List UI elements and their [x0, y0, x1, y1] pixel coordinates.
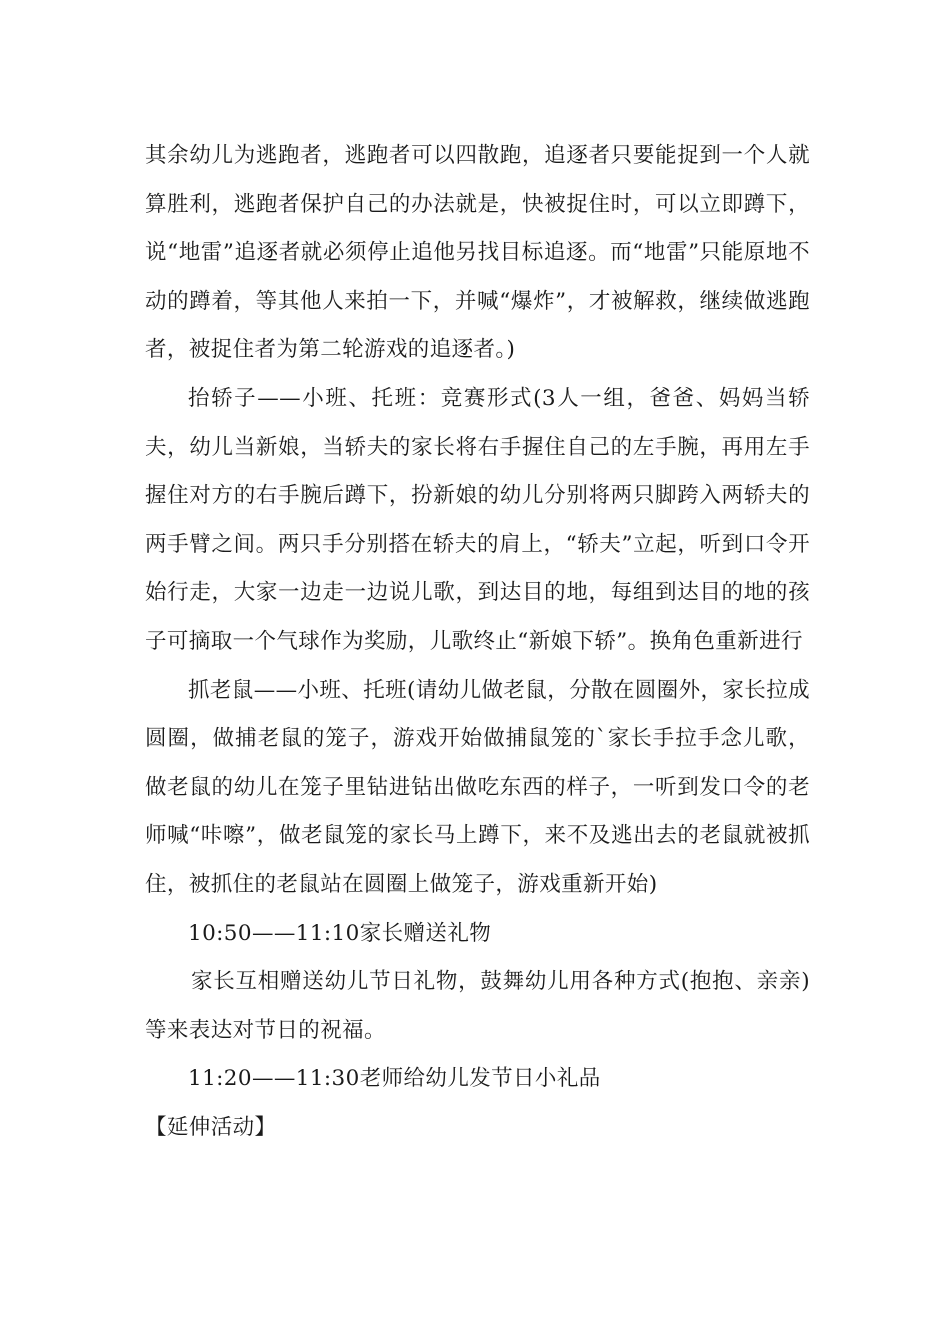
schedule-item-gift-exchange: 10:50——11:10家长赠送礼物: [188, 920, 492, 946]
document-body: [145, 132, 810, 1152]
paragraph-carry-sedan-game: 抬轿子——小班、托班：竞赛形式(3人一组，爸爸、妈妈当轿夫，幼儿当新娘，当轿夫的家长将右手握住自己的左手腕，再用左手握住对方的右手腕后蹲下，扮新娘的幼儿分别将两只脚跨入两轿夫的两手臂之间。两只手分别搭在轿夫的肩上，“轿夫”立起，听到口令开始行走，大家一边走一边说儿歌，到达目的地，每组到达目的地的孩子可摘取一个气球作为奖励，儿歌终止“新娘下轿”。换角色重新进行: [145, 385, 810, 654]
schedule-item-teacher-gifts: 11:20——11:30老师给幼儿发节日小礼品: [188, 1066, 601, 1092]
paragraph-gift-exchange-description: 家长互相赠送幼儿节日礼物，鼓舞幼儿用各种方式(抱抱、亲亲)等来表达对节日的祝福。: [145, 969, 810, 1043]
paragraph-game-rules: 其余幼儿为逃跑者，逃跑者可以四散跑，追逐者只要能捉到一个人就算胜利，逃跑者保护自己的办法就是，快被捉住时，可以立即蹲下，说“地雷”追逐者就必须停止追他另找目标追逐。而“地雷”只能原地不动的蹲着，等其他人来拍一下，并喊“爆炸”，才被解救，继续做逃跑者，被捉住者为第二轮游戏的追逐者。): [145, 143, 810, 363]
paragraph-catch-mouse-game: 抓老鼠——小班、托班(请幼儿做老鼠，分散在圆圈外，家长拉成圆圈，做捕老鼠的笼子，游戏开始做捕鼠笼的`家长手拉手念儿歌，做老鼠的幼儿在笼子里钻进钻出做吃东西的样子，一听到发口令的老师喊“咔嚓”，做老鼠笼的家长马上蹲下，来不及逃出去的老鼠就被抓住，被抓住的老鼠站在圆圈上做笼子，游戏重新开始): [145, 677, 810, 897]
section-heading-extension-activity: 【延伸活动】: [145, 1114, 277, 1140]
